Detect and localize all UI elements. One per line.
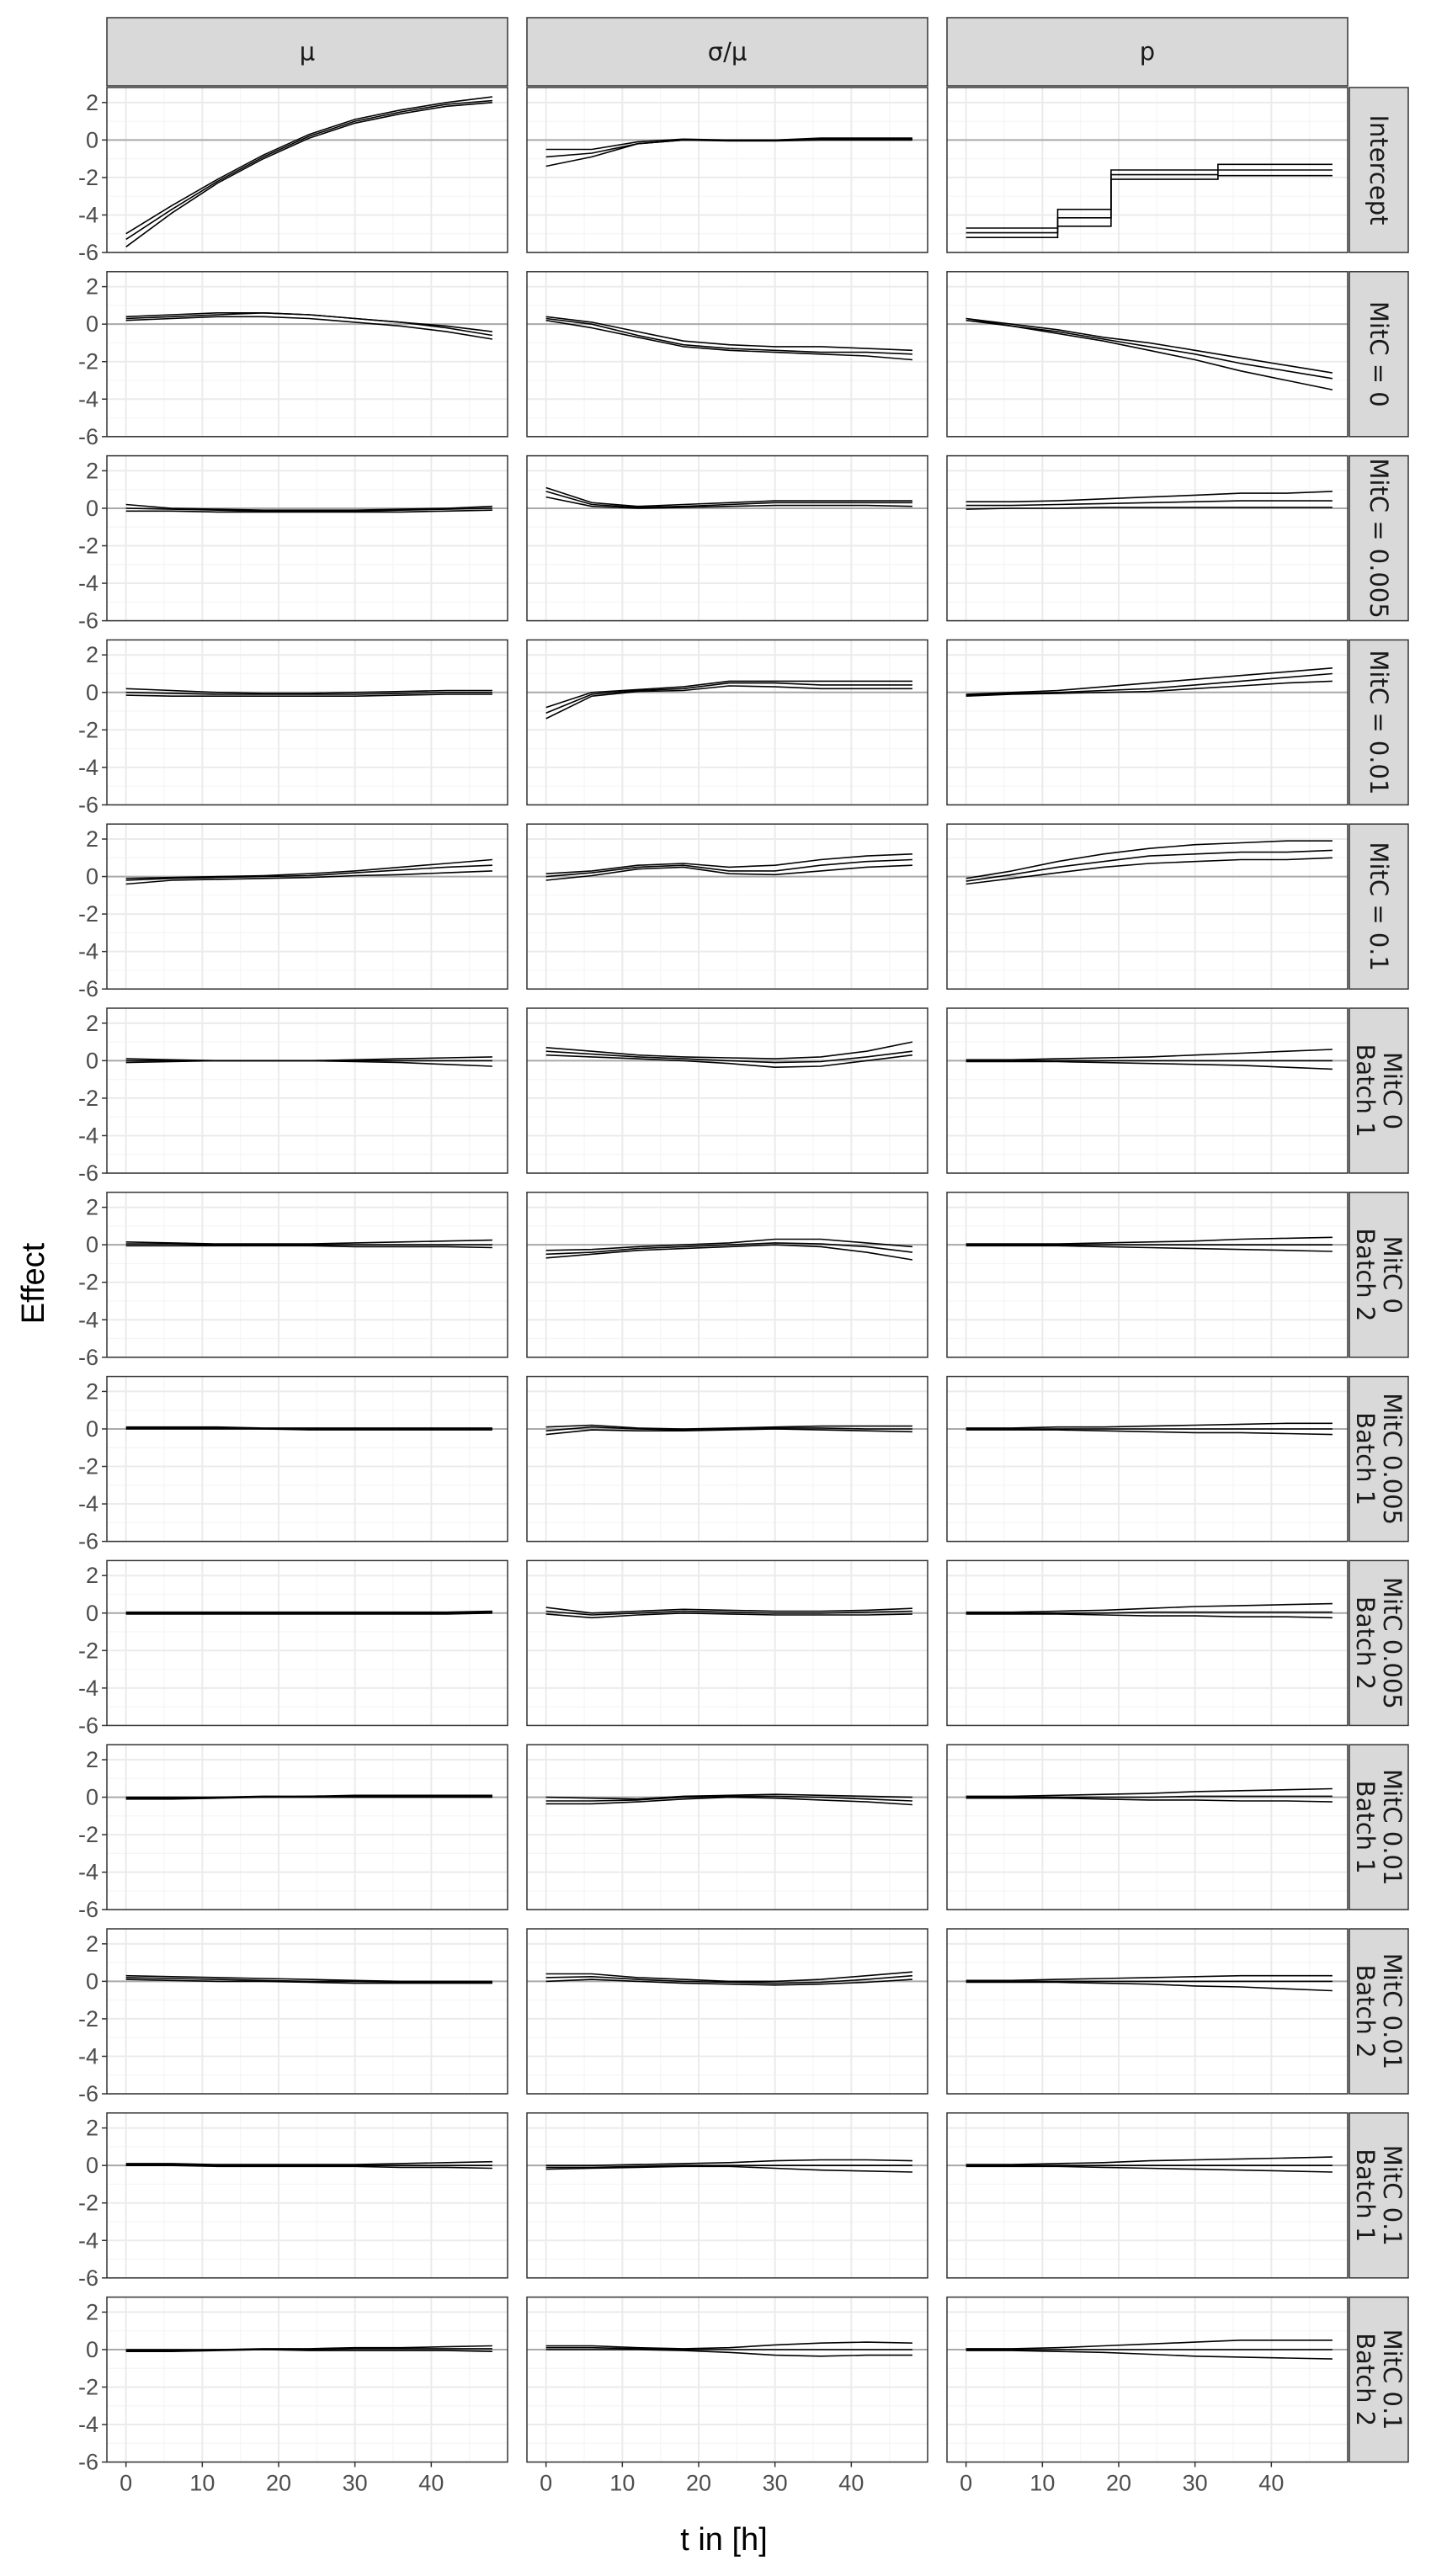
y-tick-label: -4 bbox=[77, 386, 98, 412]
y-tick-label: -4 bbox=[77, 754, 98, 780]
row-strip-label: Intercept bbox=[1365, 114, 1393, 226]
y-tick-label: -2 bbox=[77, 2190, 98, 2216]
y-tick-label: 0 bbox=[85, 311, 98, 337]
y-tick-label: 2 bbox=[85, 1010, 98, 1036]
facet-panel-r8-c0 bbox=[107, 1560, 508, 1725]
facet-panel-r11-c1 bbox=[527, 2113, 928, 2278]
y-tick-label: -6 bbox=[77, 608, 98, 634]
y-tick-label: -4 bbox=[77, 2043, 98, 2069]
panel-background bbox=[107, 640, 508, 805]
facet-panel-r10-c1 bbox=[527, 1929, 928, 2094]
row-strip-label: Batch 1 bbox=[1351, 1780, 1380, 1874]
facet-panel-r7-c1 bbox=[527, 1377, 928, 1542]
y-tick-label: 0 bbox=[85, 1048, 98, 1074]
y-axis-title: Effect bbox=[16, 1242, 51, 1325]
y-tick-label: -4 bbox=[77, 1123, 98, 1149]
y-tick-label: -6 bbox=[77, 1897, 98, 1923]
y-tick-label: -4 bbox=[77, 1675, 98, 1701]
y-tick-label: -2 bbox=[77, 533, 98, 559]
panel-background bbox=[527, 456, 928, 621]
y-tick-label: -2 bbox=[77, 2005, 98, 2032]
x-tick-label: 10 bbox=[609, 2470, 636, 2496]
y-tick-label: 0 bbox=[85, 1600, 98, 1626]
y-tick-label: -6 bbox=[77, 2265, 98, 2291]
y-tick-label: 2 bbox=[85, 1747, 98, 1773]
y-tick-label: -6 bbox=[77, 976, 98, 1002]
y-tick-label: 2 bbox=[85, 2299, 98, 2325]
x-tick-label: 20 bbox=[685, 2470, 712, 2496]
panel-background bbox=[947, 1929, 1348, 2094]
facet-panel-r4-c2 bbox=[947, 824, 1348, 989]
facet-panel-r12-c2 bbox=[947, 2297, 1348, 2462]
row-strip-label: Batch 2 bbox=[1351, 1228, 1380, 1322]
facet-panel-r10-c2 bbox=[947, 1929, 1348, 2094]
panel-background bbox=[947, 1377, 1348, 1542]
facet-panel-r4-c1 bbox=[527, 824, 928, 989]
x-tick-label: 10 bbox=[189, 2470, 215, 2496]
y-tick-label: -4 bbox=[77, 938, 98, 964]
y-tick-label: 2 bbox=[85, 1931, 98, 1957]
facet-panel-r12-c1 bbox=[527, 2297, 928, 2462]
facet-panel-r1-c0 bbox=[107, 272, 508, 437]
panel-background bbox=[107, 1008, 508, 1173]
y-tick-label: 0 bbox=[85, 1784, 98, 1810]
panel-background bbox=[107, 1377, 508, 1542]
y-tick-label: 0 bbox=[85, 2336, 98, 2362]
column-strip-label: p bbox=[1139, 37, 1156, 66]
y-tick-label: 0 bbox=[85, 863, 98, 890]
panel-background bbox=[107, 824, 508, 989]
row-strip-label: Batch 1 bbox=[1351, 1412, 1380, 1506]
facet-panel-r5-c0 bbox=[107, 1008, 508, 1173]
panel-background bbox=[107, 272, 508, 437]
facet-panel-r0-c0 bbox=[107, 88, 508, 252]
y-tick-label: 2 bbox=[85, 826, 98, 852]
panel-background bbox=[947, 456, 1348, 621]
y-tick-label: -2 bbox=[77, 1638, 98, 1664]
y-tick-label: -2 bbox=[77, 164, 98, 190]
x-tick-label: 10 bbox=[1029, 2470, 1056, 2496]
row-strip-label: MitC 0 bbox=[1378, 1051, 1407, 1130]
panel-background bbox=[947, 1008, 1348, 1173]
y-tick-label: -6 bbox=[77, 1713, 98, 1739]
y-tick-label: -4 bbox=[77, 2412, 98, 2438]
panel-background bbox=[527, 1929, 928, 2094]
y-tick-label: 0 bbox=[85, 679, 98, 705]
row-strip-label: MitC = 0.01 bbox=[1365, 650, 1393, 795]
panel-background bbox=[947, 2113, 1348, 2278]
y-tick-label: 2 bbox=[85, 274, 98, 300]
row-strip-label: MitC 0.1 bbox=[1378, 2144, 1407, 2246]
y-tick-label: 2 bbox=[85, 1563, 98, 1589]
y-tick-label: -6 bbox=[77, 792, 98, 818]
y-tick-label: 2 bbox=[85, 458, 98, 484]
facet-panel-r6-c2 bbox=[947, 1192, 1348, 1357]
facet-panel-r7-c0 bbox=[107, 1377, 508, 1542]
facet-panel-r2-c0 bbox=[107, 456, 508, 621]
x-tick-label: 40 bbox=[838, 2470, 864, 2496]
panel-background bbox=[107, 1192, 508, 1357]
y-tick-label: -6 bbox=[77, 1528, 98, 1554]
y-tick-label: 0 bbox=[85, 2153, 98, 2179]
row-strip-label: Batch 2 bbox=[1351, 1596, 1380, 1690]
y-tick-label: -2 bbox=[77, 1269, 98, 1295]
y-tick-label: 0 bbox=[85, 1232, 98, 1258]
panel-background bbox=[947, 272, 1348, 437]
x-tick-label: 0 bbox=[120, 2470, 133, 2496]
row-strip-label: MitC 0.005 bbox=[1378, 1393, 1407, 1526]
row-strip-label: MitC = 0.1 bbox=[1365, 842, 1393, 971]
row-strip-label: Batch 2 bbox=[1351, 2333, 1380, 2427]
panel-background bbox=[527, 1560, 928, 1725]
facet-panel-r8-c1 bbox=[527, 1560, 928, 1725]
panel-background bbox=[527, 2297, 928, 2462]
facet-panel-r0-c2 bbox=[947, 88, 1348, 252]
x-tick-label: 20 bbox=[265, 2470, 292, 2496]
y-tick-label: -6 bbox=[77, 240, 98, 265]
panel-background bbox=[527, 2113, 928, 2278]
y-tick-label: -4 bbox=[77, 2228, 98, 2254]
facet-panel-r6-c1 bbox=[527, 1192, 928, 1357]
panel-background bbox=[947, 640, 1348, 805]
x-tick-label: 30 bbox=[762, 2470, 788, 2496]
row-strip-label: Batch 2 bbox=[1351, 1964, 1380, 2058]
y-tick-label: -4 bbox=[77, 1307, 98, 1333]
x-tick-label: 30 bbox=[1182, 2470, 1208, 2496]
y-tick-label: -6 bbox=[77, 2449, 98, 2475]
facet-panel-r1-c2 bbox=[947, 272, 1348, 437]
y-tick-label: -4 bbox=[77, 202, 98, 228]
panel-background bbox=[107, 2297, 508, 2462]
y-tick-label: -2 bbox=[77, 901, 98, 927]
facet-panel-r5-c2 bbox=[947, 1008, 1348, 1173]
panel-background bbox=[527, 1008, 928, 1173]
facet-panel-r6-c0 bbox=[107, 1192, 508, 1357]
panel-background bbox=[947, 1192, 1348, 1357]
row-strip-label: MitC 0 bbox=[1378, 1235, 1407, 1314]
y-tick-label: -6 bbox=[77, 1344, 98, 1370]
panel-background bbox=[107, 2113, 508, 2278]
facet-panel-r4-c0 bbox=[107, 824, 508, 989]
y-tick-label: -2 bbox=[77, 1085, 98, 1111]
y-tick-label: 0 bbox=[85, 1415, 98, 1442]
y-tick-label: 2 bbox=[85, 89, 98, 115]
y-tick-label: 0 bbox=[85, 1968, 98, 1994]
row-strip-label: Batch 1 bbox=[1351, 2148, 1380, 2243]
x-tick-label: 0 bbox=[960, 2470, 973, 2496]
y-tick-label: -6 bbox=[77, 423, 98, 449]
x-tick-label: 40 bbox=[418, 2470, 444, 2496]
row-strip-label: MitC 0.01 bbox=[1378, 1952, 1407, 2070]
panel-background bbox=[527, 824, 928, 989]
y-tick-label: -2 bbox=[77, 348, 98, 374]
row-strip-label: Batch 1 bbox=[1351, 1044, 1380, 1138]
row-strip-label: MitC = 0 bbox=[1365, 300, 1393, 407]
facet-panel-r9-c0 bbox=[107, 1745, 508, 1909]
facet-panel-r11-c2 bbox=[947, 2113, 1348, 2278]
panel-background bbox=[107, 1745, 508, 1909]
facet-panel-r8-c2 bbox=[947, 1560, 1348, 1725]
facet-panel-r0-c1 bbox=[527, 88, 928, 252]
facet-panel-r3-c1 bbox=[527, 640, 928, 805]
y-tick-label: -2 bbox=[77, 1453, 98, 1479]
row-strip-label: MitC 0.005 bbox=[1378, 1576, 1407, 1709]
row-strip-label: MitC 0.1 bbox=[1378, 2329, 1407, 2430]
panel-background bbox=[527, 88, 928, 252]
y-tick-label: 2 bbox=[85, 642, 98, 668]
panel-background bbox=[527, 1377, 928, 1542]
column-strip-label: σ/μ bbox=[707, 37, 747, 66]
y-tick-label: -2 bbox=[77, 1822, 98, 1848]
y-tick-label: -4 bbox=[77, 1859, 98, 1885]
facet-panel-r9-c1 bbox=[527, 1745, 928, 1909]
panel-background bbox=[527, 1192, 928, 1357]
y-tick-label: 2 bbox=[85, 1378, 98, 1405]
facet-panel-r1-c1 bbox=[527, 272, 928, 437]
x-tick-label: 0 bbox=[540, 2470, 553, 2496]
panel-background bbox=[107, 1929, 508, 2094]
x-tick-label: 20 bbox=[1105, 2470, 1132, 2496]
panel-background bbox=[947, 2297, 1348, 2462]
y-tick-label: 0 bbox=[85, 495, 98, 521]
panel-background bbox=[527, 640, 928, 805]
facet-panel-r2-c2 bbox=[947, 456, 1348, 621]
y-tick-label: -6 bbox=[77, 1161, 98, 1186]
x-tick-label: 40 bbox=[1258, 2470, 1285, 2496]
x-tick-label: 30 bbox=[342, 2470, 368, 2496]
panel-background bbox=[527, 272, 928, 437]
facet-panel-r7-c2 bbox=[947, 1377, 1348, 1542]
panel-background bbox=[107, 88, 508, 252]
facet-panel-r10-c0 bbox=[107, 1929, 508, 2094]
row-strip-label: MitC 0.01 bbox=[1378, 1768, 1407, 1886]
panel-background bbox=[527, 1745, 928, 1909]
facet-panel-r3-c0 bbox=[107, 640, 508, 805]
facet-panel-r2-c1 bbox=[527, 456, 928, 621]
panel-background bbox=[107, 456, 508, 621]
column-strip-label: μ bbox=[299, 37, 316, 66]
facet-panel-r12-c0 bbox=[107, 2297, 508, 2462]
facet-panel-r3-c2 bbox=[947, 640, 1348, 805]
facet-panel-r11-c0 bbox=[107, 2113, 508, 2278]
y-tick-label: -4 bbox=[77, 1491, 98, 1517]
panel-background bbox=[947, 1560, 1348, 1725]
panel-background bbox=[107, 1560, 508, 1725]
row-strip-label: MitC = 0.005 bbox=[1365, 458, 1393, 619]
y-tick-label: 2 bbox=[85, 2115, 98, 2141]
y-tick-label: -2 bbox=[77, 717, 98, 743]
panel-background bbox=[947, 1745, 1348, 1909]
y-tick-label: 0 bbox=[85, 127, 98, 153]
y-tick-label: -6 bbox=[77, 2081, 98, 2106]
y-tick-label: 2 bbox=[85, 1194, 98, 1220]
y-tick-label: -2 bbox=[77, 2374, 98, 2400]
y-tick-label: -4 bbox=[77, 571, 98, 597]
facet-panel-r9-c2 bbox=[947, 1745, 1348, 1909]
facet-panel-r5-c1 bbox=[527, 1008, 928, 1173]
x-axis-title: t in [h] bbox=[680, 2522, 768, 2557]
